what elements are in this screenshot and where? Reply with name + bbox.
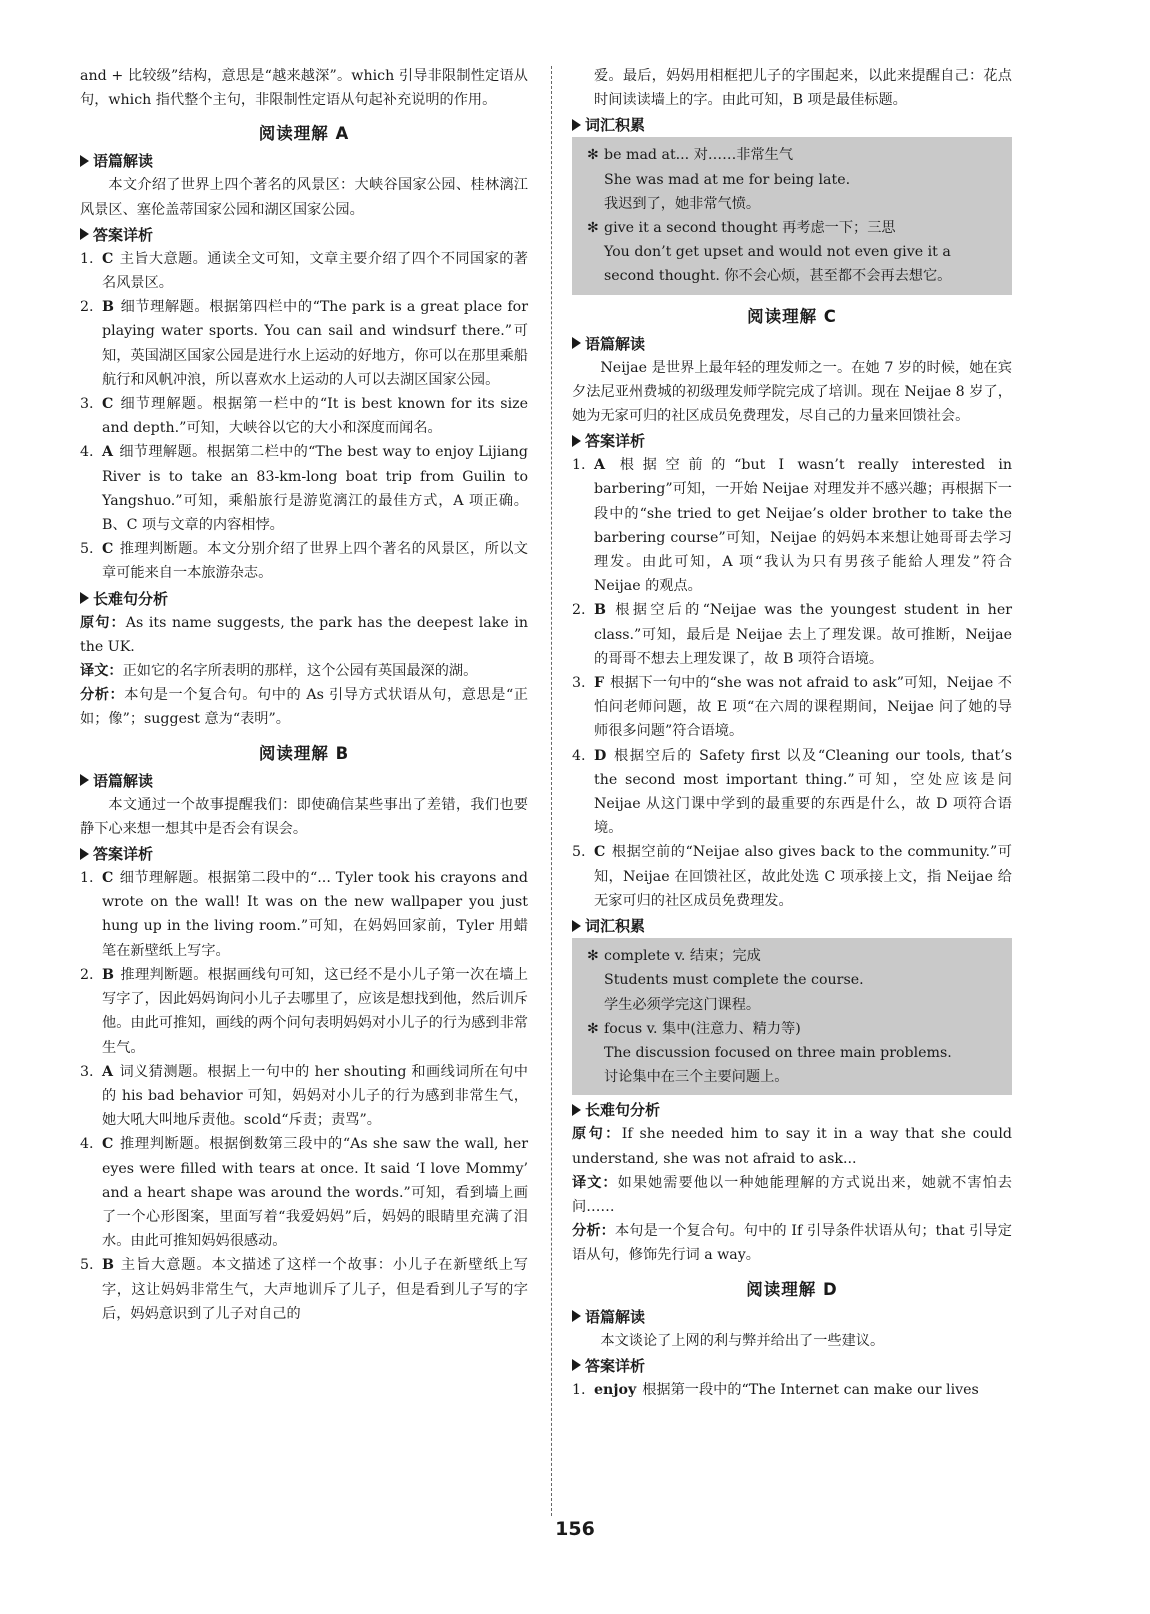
section-b-title: 阅读理解 B (258, 743, 350, 763)
translation: 译文：正如它的名字所表明的那样，这个公园有英国最深的湖。 (80, 663, 478, 680)
triangle-icon (80, 848, 89, 860)
vocab-box (572, 137, 1012, 294)
triangle-icon (572, 119, 581, 131)
answer-item: 3. A 词义猜测题。根据上一句中的 her shouting 和画线词所在句中的 his bad behavior 可知，妈妈对小儿子的行为感到非常生气，她大吼大叫地斥责他。scold“斥责；责骂”。 (80, 1063, 528, 1129)
triangle-icon (572, 1310, 581, 1322)
translation: 译文：如果她需要他以一种她能理解的方式说出来，她就不害怕去问…… (572, 1174, 1012, 1215)
section-b-analysis-heading: 语篇解读 (80, 770, 528, 791)
triangle-icon (572, 435, 581, 447)
vocab-example-zh: 学生必须学完这门课程。 (604, 996, 761, 1013)
triangle-icon (572, 337, 581, 349)
analysis: 分析：本句是一个复合句。句中的 If 引导条件状语从句；that 引导定语从句，修饰先行词 a way。 (572, 1223, 1012, 1264)
triangle-icon (80, 228, 89, 240)
answer-item: 2. B 根据空后的“Neijae was the youngest student in her class.”可知，最后是 Neijae 去上了理发课。故可推断，Neijae 的哥哥不想去上理发课了，故 B 项符合语境。 (572, 602, 1012, 667)
vocab-entry: ✻ focus v. 集中(注意力、精力等) (582, 1017, 1002, 1041)
left-column (80, 64, 528, 1326)
continued-text: 爱。最后，妈妈用相框把儿子的字围起来，以此来提醒自己：花点时间读读墙上的字。由此可知，B 项是最佳标题。 (594, 68, 1012, 109)
section-a-analysis: 本文介绍了世界上四个著名的风景区：大峡谷国家公园、桂林漓江风景区、塞伦盖蒂国家公园和湖区国家公园。 (80, 177, 528, 218)
answer-item: 4. C 推理判断题。根据倒数第三段中的“As she saw the wall, her eyes were filled with tears at once. It said ‘I love Mommy’ and a heart shape was around the words.”可知，看到墙上画了一个心形图案，里面写着“我爱妈妈”后，妈妈的眼睛里充满了泪水。由此可推知妈妈很感动。 (80, 1136, 528, 1250)
vocab-entry: ✻ give it a second thought 再考虑一下；三思 (582, 216, 1002, 240)
asterisk-icon: ✻ (587, 948, 599, 965)
vocab-example-en: You don’t get upset and would not even give it a second thought. 你不会心烦，甚至都不会再去想它。 (604, 244, 952, 285)
answer-item: 3. F 根据下一句中的“she was not afraid to ask”可知，Neijae 不怕问老师问题，故 E 项“在六周的课程期间，Neijae 问了她的导师很多问题”符合语境。 (572, 675, 1012, 740)
answer-item: 3. C 细节理解题。根据第一栏中的“It is best known for its size and depth.”可知，大峡谷以它的大小和深度而闻名。 (80, 396, 528, 437)
answer-item: 4. A 细节理解题。根据第二栏中的“The best way to enjoy Lijiang River is to take an 83-km-long boat trip from Guilin to Yangshuo.”可知，乘船旅行是游览漓江的最佳方式，A 项正确。B、C 项与文章的内容相悖。 (80, 444, 528, 534)
original-sentence: 原句：As its name suggests, the park has the deepest lake in the UK. (80, 614, 528, 655)
section-b-answers-heading: 答案详析 (80, 843, 528, 864)
section-c-analysis: Neijae 是世界上最年轻的理发师之一。在她 7 岁的时候，她在宾夕法尼亚州费城的初级理发师学院完成了培训。现在 Neijae 8 岁了，她为无家可归的社区成员免费理发，尽自己的力量来回馈社会。 (572, 359, 1012, 425)
section-a-title: 阅读理解 A (258, 124, 350, 144)
vocab-example-zh: 讨论集中在三个主要问题上。 (604, 1069, 789, 1086)
section-c-answers-heading: 答案详析 (572, 430, 1012, 451)
section-c-vocab-heading: 词汇积累 (572, 915, 1012, 936)
triangle-icon (572, 1104, 581, 1116)
vocab-example-zh: 我迟到了，她非常气愤。 (604, 195, 761, 212)
section-d-title: 阅读理解 D (746, 1279, 838, 1299)
section-a-long-heading: 长难句分析 (80, 588, 528, 609)
answer-item: 4. D 根据空后的 Safety first 以及“Cleaning our tools, that’s the second most important thing.”可知，空处应该是问 Neijae 从这门课中学到的最重要的东西是什么，故 D 项符合语境。 (572, 747, 1012, 837)
answer-item: 1. enjoy 根据第一段中的“The Internet can make our lives (572, 1381, 979, 1398)
answer-item: 1. C 主旨大意题。通读全文可知，文章主要介绍了四个不同国家的著名风景区。 (80, 250, 528, 292)
section-d-analysis: 本文谈论了上网的利与弊并给出了一些建议。 (600, 1332, 885, 1349)
intro-text: and + 比较级”结构，意思是“越来越深”。which 引导非限制性定语从句，which 指代整个主句，非限制性定语从句起补充说明的作用。 (80, 68, 528, 109)
triangle-icon (572, 920, 581, 932)
vocab-entry: ✻ be mad at... 对……非常生气 (582, 143, 1002, 167)
vocab-box (572, 938, 1012, 1095)
vocab-example-en: Students must complete the course. (604, 972, 864, 989)
section-b-vocab-heading: 词汇积累 (572, 114, 1012, 135)
section-b-analysis: 本文通过一个故事提醒我们：即使确信某些事出了差错，我们也要静下心来想一想其中是否会有误会。 (80, 796, 528, 837)
answer-item: 2. B 推理判断题。根据画线句可知，这已经不是小儿子第一次在墙上写字了，因此妈妈询问小儿子去哪里了，应该是想找到他，然后训斥他。由此可推知，画线的两个问句表明妈妈对小儿子的行为感到非常生气。 (80, 966, 528, 1056)
vocab-example-en: She was mad at me for being late. (604, 171, 851, 188)
asterisk-icon: ✻ (587, 220, 599, 237)
vocab-example-en: The discussion focused on three main problems. (604, 1044, 952, 1061)
asterisk-icon: ✻ (587, 1020, 599, 1037)
vocab-entry: ✻ complete v. 结束；完成 (582, 944, 1002, 968)
answer-item: 5. C 根据空前的“Neijae also gives back to the community.”可知，Neijae 在回馈社区，故此处选 C 项承接上文，指 Neijae 给无家可归的社区成员免费理发。 (572, 844, 1012, 909)
triangle-icon (80, 155, 89, 167)
section-c-long-heading: 长难句分析 (572, 1099, 1012, 1120)
section-a-analysis-heading: 语篇解读 (80, 150, 528, 171)
column-divider (551, 66, 552, 1516)
right-column (572, 64, 1012, 1402)
section-a-answers-heading: 答案详析 (80, 224, 528, 245)
answer-item: 5. C 推理判断题。本文分别介绍了世界上四个著名的风景区，所以文章可能来自一本旅游杂志。 (80, 541, 528, 582)
answer-item: 5. B 主旨大意题。本文描述了这样一个故事：小儿子在新壁纸上写字，这让妈妈非常生气，大声地训斥了儿子，但是看到儿子写的字后，妈妈意识到了儿子对自己的 (80, 1257, 528, 1322)
answer-item: 1. A 根据空前的“but I wasn’t really interested in barbering”可知，一开始 Neijae 对理发并不感兴趣；再根据下一段中的“she tried to get Neijae’s older brother to take the barbering course”可知，Neijae 的妈妈本来想让她哥哥去学习理发。由此可知，A 项“我认为只有男孩子能給人理发”符合 Neijae 的观点。 (572, 457, 1012, 595)
section-c-analysis-heading: 语篇解读 (572, 333, 1012, 354)
section-d-answers-heading: 答案详析 (572, 1355, 1012, 1376)
analysis: 分析：本句是一个复合句。句中的 As 引导方式状语从句，意思是“正如；像”；suggest 意为“表明”。 (80, 687, 528, 728)
triangle-icon (80, 774, 89, 786)
section-d-analysis-heading: 语篇解读 (572, 1306, 1012, 1327)
answer-item: 2. B 细节理解题。根据第四栏中的“The park is a great place for playing water sports. You can sail and windsurf there.”可知，英国湖区国家公园是进行水上运动的好地方，你可以在那里乘船航行和风帆冲浪，所以喜欢水上运动的人可以去湖区国家公园。 (80, 299, 528, 388)
page-number: 156 (555, 1518, 595, 1540)
section-c-title: 阅读理解 C (747, 306, 837, 326)
asterisk-icon: ✻ (587, 147, 599, 164)
triangle-icon (572, 1359, 581, 1371)
answer-item: 1. C 细节理解题。根据第二段中的“... Tyler took his crayons and wrote on the wall! It was on the new wallpaper you just hung up in the living room.”可知，在妈妈回家前，Tyler 用蜡笔在新壁纸上写字。 (80, 870, 528, 959)
original-sentence: 原句：If she needed him to say it in a way that she could understand, she was not afraid to ask... (572, 1126, 1012, 1167)
triangle-icon (80, 592, 89, 604)
